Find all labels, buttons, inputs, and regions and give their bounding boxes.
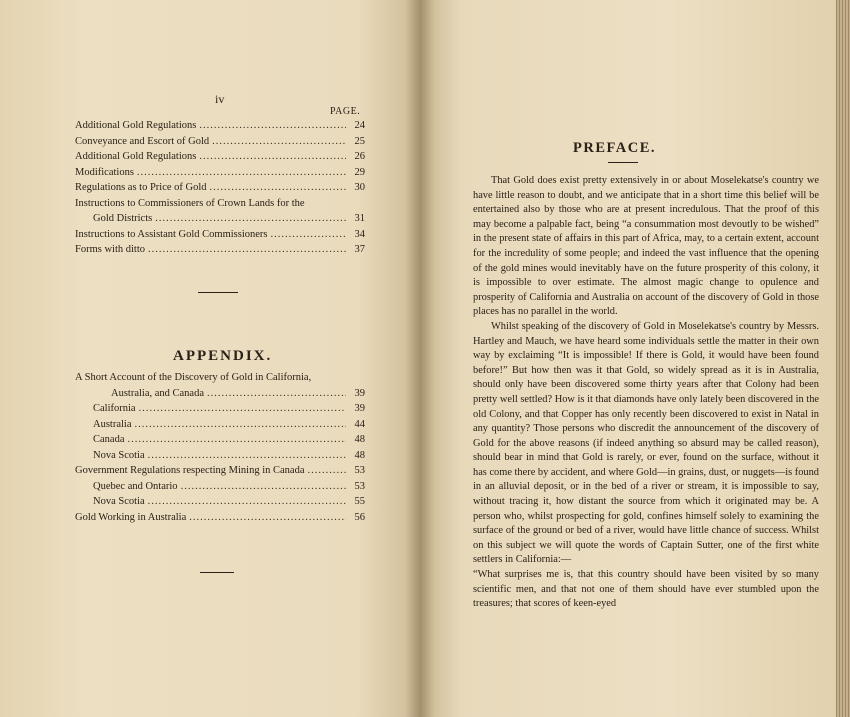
entry-title: Government Regulations respecting Mining in Canada	[75, 465, 305, 476]
page-edges	[836, 0, 850, 717]
entry-page: 48	[354, 449, 365, 461]
leader-dots	[148, 448, 346, 464]
left-page	[0, 0, 420, 717]
entry-page: 39	[354, 403, 365, 414]
entry-title: Quebec and Ontario	[93, 480, 178, 492]
leader-dots	[199, 149, 346, 165]
leader-dots	[189, 510, 346, 526]
contents-entry	[75, 149, 365, 165]
appendix-entry	[75, 432, 365, 448]
leader-dots	[207, 386, 346, 402]
appendix-heading: APPENDIX.	[173, 348, 273, 364]
leader-dots	[181, 479, 346, 495]
entry-page: 24	[354, 120, 365, 131]
entry-title: Gold Working in Australia	[75, 511, 187, 523]
entry-title: A Short Account of the Discovery of Gold in California,	[75, 372, 312, 383]
appendix-entry	[75, 448, 365, 464]
appendix-entry	[75, 463, 365, 479]
page-number-roman: iv	[215, 92, 225, 106]
preface-body	[473, 174, 819, 612]
contents-entry	[75, 211, 365, 227]
heading-rule	[608, 162, 638, 163]
paragraph: Whilst speaking of the discovery of Gold in Moselekatse's country by Messrs. Hartley and Mauch, we have heard some individuals settle the matter in their own way by exclaiming “It is impossible! If there is Gold, it would have been found before!” But how then was it that Gold, so widely spread as it is in Australia, should only have been discovered some thirty years after that Colony had been pretty well settled? How is it that diamonds have only lately been discovered in the old Colony, and that Copper has only recently been discovered to exist in Natal in any quantity? Those persons who discredit the announcement of the discovery of Gold for the above reasons (if indeed anything so absurd may be called reason), should bear in mind that Gold is rarely, or ever, found on the surface, without it has come there by accident, and where Gold—in grains, dust, or nuggets—is found in an alluvial deposit, or in the bed of a river or stream, it is impossible to say, without tracing it, how distant the source from which it originated may be. A person who, whilst prospecting for gold, confines himself solely to examining the surface of the ground or bed of a river, would have little chance of success. Whilst on this subject we will quote the words of Captain Sutter, one of the first white settlers in California:—	[473, 320, 819, 566]
entry-page: 34	[354, 228, 365, 240]
entry-title: Instructions to Commissioners of Crown Lands for the	[75, 197, 305, 209]
leader-dots	[155, 211, 346, 227]
appendix-entry	[75, 401, 365, 417]
appendix-entry	[75, 417, 365, 433]
entry-title: Forms with ditto	[75, 244, 146, 255]
contents-entry	[75, 134, 365, 150]
leader-dots	[148, 242, 346, 258]
appendix-entry	[75, 479, 365, 495]
entry-page: 25	[354, 135, 365, 147]
entry-page: 44	[354, 418, 365, 430]
entry-title: Nova Scotia	[93, 449, 145, 461]
quotation-paragraph: “What surprises me is, that this country should have been visited by so many scientific men, and that not one of them should have ever stumbled upon the treasures; that scores of keen-eyed	[473, 569, 819, 610]
entry-page: 48	[354, 434, 365, 445]
section-rule	[198, 292, 238, 293]
leader-dots	[212, 134, 346, 150]
contents-entry	[75, 118, 365, 134]
leader-dots	[308, 463, 347, 479]
entry-page: 56	[354, 511, 365, 523]
contents-entry	[75, 196, 365, 212]
contents-entry	[75, 227, 365, 243]
entry-title: Instructions to Assistant Gold Commissioners	[75, 228, 268, 240]
contents-entry	[75, 242, 365, 258]
leader-dots	[148, 494, 346, 510]
appendix-entry	[75, 386, 365, 402]
entry-page: 55	[354, 496, 365, 507]
leader-dots	[210, 180, 346, 196]
entry-title: California	[93, 403, 136, 414]
page-column-label: PAGE.	[330, 106, 361, 117]
entry-title: Additional Gold Regulations	[75, 120, 197, 131]
entry-page: 29	[354, 166, 365, 178]
entry-page: 31	[354, 213, 365, 224]
entry-title: Nova Scotia	[93, 496, 145, 507]
entry-page: 37	[354, 244, 365, 255]
appendix-entry	[75, 494, 365, 510]
leader-dots	[135, 417, 347, 433]
book-spine	[405, 0, 435, 717]
appendix-contents-list	[75, 370, 365, 525]
contents-entry	[75, 180, 365, 196]
leader-dots	[139, 401, 346, 417]
appendix-entry	[75, 510, 365, 526]
entry-title: Gold Districts	[93, 213, 153, 224]
end-rule	[200, 572, 234, 573]
entry-page: 26	[354, 151, 365, 162]
entry-title: Modifications	[75, 166, 134, 178]
leader-dots	[271, 227, 346, 243]
preface-heading: PREFACE.	[573, 140, 657, 156]
leader-dots	[199, 118, 346, 134]
leader-dots	[137, 165, 346, 181]
appendix-entry	[75, 370, 365, 386]
paragraph: That Gold does exist pretty extensively in or about Moselekatse's country we have little reason to doubt, and we anticipate that in a short time this belief will be entertained also by those who are at present incredulous. That the proof of this may become a palpable fact, being “a consummation most devoutly to be wished” in the present state of affairs in this part of Africa, may, to a certain extent, account for the incredulity of some people; and indeed the vast influence that the opening of the gold mines would inevitably have on the future prosperity of this colony, it is impossible to over estimate. The almost magic change to opulence and prosperity of California and Australia on account of the discovery of Gold in those places has no parallel in the world.	[473, 175, 819, 318]
entry-title: Australia	[93, 418, 132, 430]
entry-page: 53	[354, 465, 365, 476]
entry-title: Additional Gold Regulations	[75, 151, 197, 162]
entry-title: Regulations as to Price of Gold	[75, 182, 207, 193]
entry-title: Australia, and Canada	[111, 387, 205, 399]
leader-dots	[128, 432, 347, 448]
entry-page: 53	[354, 480, 365, 492]
entry-page: 30	[354, 182, 365, 193]
contents-list	[75, 118, 365, 258]
entry-page: 39	[354, 387, 365, 399]
entry-title: Canada	[93, 434, 125, 445]
contents-entry	[75, 165, 365, 181]
entry-title: Conveyance and Escort of Gold	[75, 135, 210, 147]
